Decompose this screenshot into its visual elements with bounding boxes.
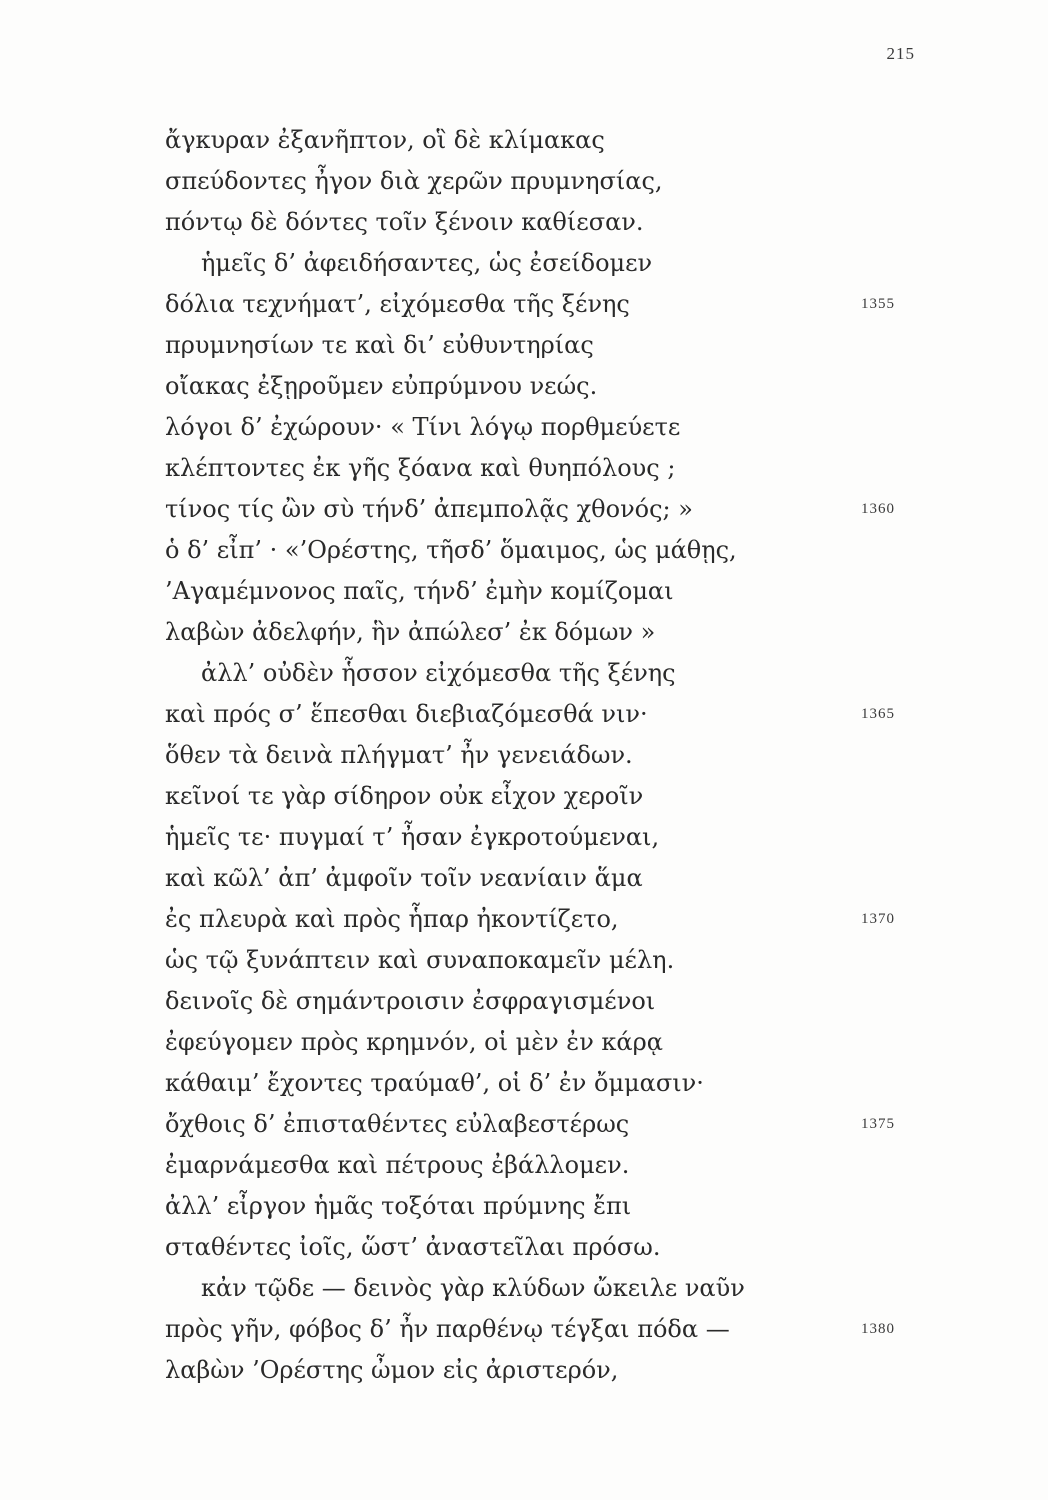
verse-line-text: καὶ κῶλ’ ἀπ’ ἀμφοῖν τοῖν νεανίαιν ἅμα — [165, 864, 643, 892]
verse-line-text: ἡμεῖς δ’ ἀφειδήσαντες, ὡς ἐσείδομεν — [201, 249, 653, 277]
verse-line — [165, 407, 925, 448]
verse-line-text: ὁ δ’ εἶπ’ · «’Ορέστης, τῆσδ’ ὅμαιμος, ὡς μάθῃς, — [165, 536, 737, 564]
verse-line-text: ἀλλ’ εἶργον ἡμᾶς τοξόται πρύμνης ἔπι — [165, 1192, 632, 1220]
verse-line — [165, 1104, 925, 1145]
verse-line — [165, 120, 925, 161]
verse-line-text: ’Αγαμέμνονος παῖς, τήνδ’ ἐμὴν κομίζομαι — [165, 577, 674, 605]
verse-line — [165, 489, 925, 530]
verse-line — [165, 1268, 925, 1309]
verse-line — [165, 530, 925, 571]
verse-line-text: ἀλλ’ οὐδὲν ἧσσον εἰχόμεσθα τῆς ξένης — [201, 659, 676, 687]
verse-line-text: ὅθεν τὰ δεινὰ πλήγματ’ ἦν γενειάδων. — [165, 741, 633, 769]
verse-line — [165, 366, 925, 407]
verse-line — [165, 284, 925, 325]
verse-line — [165, 776, 925, 817]
verse-line-text: ὡς τῷ ξυνάπτειν καὶ συναποκαμεῖν μέλη. — [165, 946, 675, 974]
verse-line-text: κλέπτοντες ἐκ γῆς ξόανα καὶ θυηπόλους ; — [165, 454, 676, 482]
verse-line — [165, 817, 925, 858]
verse-line — [165, 202, 925, 243]
verse-line — [165, 571, 925, 612]
verse-line — [165, 1186, 925, 1227]
verse-line — [165, 899, 925, 940]
verse-line-text: λόγοι δ’ ἐχώρουν· « Τίνι λόγῳ πορθμεύετε — [165, 413, 681, 441]
verse-line-text: καὶ πρός σ’ ἕπεσθαι διεβιαζόμεσθά νιν· — [165, 700, 648, 728]
verse-line-text: ἐμαρνάμεσθα καὶ πέτρους ἐβάλλομεν. — [165, 1151, 630, 1179]
verse-line — [165, 940, 925, 981]
verse-line — [165, 1063, 925, 1104]
verse-line-text: οἴακας ἐξῃροῦμεν εὐπρύμνου νεώς. — [165, 372, 598, 400]
verse-line — [165, 694, 925, 735]
verse-line-text: λαβὼν ἀδελφήν, ἣν ἀπώλεσ’ ἐκ δόμων » — [165, 618, 656, 646]
verse-line-text: ἐφεύγομεν πρὸς κρημνόν, οἱ μὲν ἐν κάρᾳ — [165, 1028, 663, 1056]
line-number: 1360 — [861, 501, 895, 517]
verse-line — [165, 1309, 925, 1350]
line-number: 1355 — [861, 296, 895, 312]
verse-line — [165, 1350, 925, 1391]
verse-line-text: πόντῳ δὲ δόντες τοῖν ξένοιν καθίεσαν. — [165, 208, 644, 236]
verse-line-text: σταθέντες ἰοῖς, ὥστ’ ἀναστεῖλαι πρόσω. — [165, 1233, 661, 1261]
verse-line — [165, 612, 925, 653]
verse-text — [165, 120, 925, 1391]
verse-line-text: πρυμνησίων τε καὶ δι’ εὐθυντηρίας — [165, 331, 594, 359]
line-number: 1375 — [861, 1116, 895, 1132]
verse-line-text: σπεύδοντες ἦγον διὰ χερῶν πρυμνησίας, — [165, 167, 663, 195]
verse-line-text: τίνος τίς ὢν σὺ τήνδ’ ἀπεμπολᾷς χθονός; » — [165, 495, 693, 523]
verse-line-text: ὄχθοις δ’ ἐπισταθέντες εὐλαβεστέρως — [165, 1110, 630, 1138]
line-number: 1365 — [861, 706, 895, 722]
verse-line-text: κἀν τῷδε — δεινὸς γὰρ κλύδων ὤκειλε ναῦν — [201, 1274, 745, 1302]
verse-line — [165, 448, 925, 489]
verse-line — [165, 653, 925, 694]
verse-line-text: δεινοῖς δὲ σημάντροισιν ἐσφραγισμένοι — [165, 987, 656, 1015]
verse-line — [165, 981, 925, 1022]
line-number: 1370 — [861, 911, 895, 927]
verse-line-text: κεῖνοί τε γὰρ σίδηρον οὐκ εἶχον χεροῖν — [165, 782, 644, 810]
verse-line-text: κάθαιμ’ ἔχοντες τραύμαθ’, οἱ δ’ ἐν ὄμμασιν· — [165, 1069, 704, 1097]
verse-line — [165, 1227, 925, 1268]
verse-line-text: ἄγκυραν ἐξανῆπτον, οἳ δὲ κλίμακας — [165, 126, 605, 154]
verse-line-text: λαβὼν ’Ορέστης ὦμον εἰς ἀριστερόν, — [165, 1356, 619, 1384]
verse-line — [165, 1022, 925, 1063]
verse-line-text: ἐς πλευρὰ καὶ πρὸς ἧπαρ ἠκοντίζετο, — [165, 905, 619, 933]
verse-line — [165, 243, 925, 284]
verse-line — [165, 1145, 925, 1186]
page-number: 215 — [886, 44, 915, 63]
verse-line — [165, 325, 925, 366]
verse-line-text: πρὸς γῆν, φόβος δ’ ἦν παρθένῳ τέγξαι πόδα — — [165, 1315, 730, 1343]
verse-line — [165, 858, 925, 899]
verse-line-text: ἡμεῖς τε· πυγμαί τ’ ἦσαν ἐγκροτούμεναι, — [165, 823, 660, 851]
verse-line — [165, 161, 925, 202]
verse-line — [165, 735, 925, 776]
verse-line-text: δόλια τεχνήματ’, εἰχόμεσθα τῆς ξένης — [165, 290, 630, 318]
line-number: 1380 — [861, 1321, 895, 1337]
